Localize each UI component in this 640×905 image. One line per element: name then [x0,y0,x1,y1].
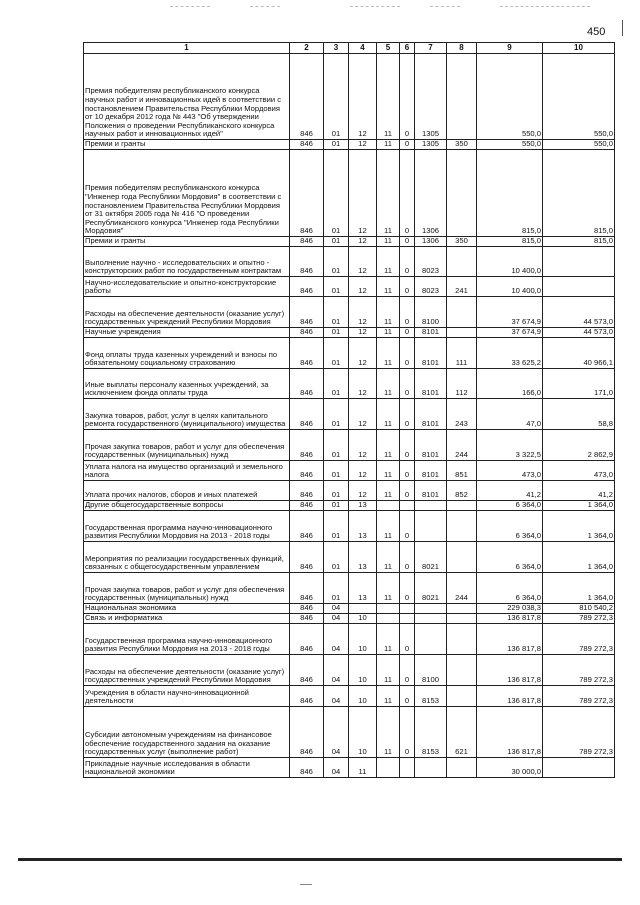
amount-year-2 [543,758,615,778]
section-code: 01 [324,511,349,542]
subprogram-code: 0 [400,150,415,237]
expense-type-code: 244 [447,573,477,604]
target-article-code: 8101 [415,369,447,399]
subprogram-code: 0 [400,686,415,707]
target-article-code [415,511,447,542]
table-row [84,237,615,247]
subprogram-code: 0 [400,237,415,247]
amount-year-2: 1 364,0 [543,501,615,511]
subsection-code: 13 [349,542,377,573]
target-article-code [415,604,447,614]
expense-type-code [447,328,477,338]
table-row [84,542,615,573]
amount-year-1: 136 817,8 [477,614,543,624]
subsection-code: 11 [349,758,377,778]
target-article-code: 8101 [415,328,447,338]
table-row [84,150,615,237]
target-article-code: 8021 [415,542,447,573]
program-code [377,604,400,614]
table-row [84,277,615,297]
column-header: 5 [377,43,400,54]
program-code: 11 [377,297,400,328]
subsection-code: 13 [349,573,377,604]
item-name: Научно-исследовательские и опытно-конструкторские работы [84,277,290,297]
subprogram-code: 0 [400,247,415,277]
section-code: 04 [324,604,349,614]
ministry-code: 846 [290,481,324,501]
target-article-code: 8153 [415,707,447,758]
expense-type-code: 243 [447,399,477,430]
subsection-code: 12 [349,369,377,399]
section-code: 01 [324,542,349,573]
section-code: 01 [324,338,349,369]
program-code: 11 [377,150,400,237]
item-name: Учреждения в области научно-инновационной деятельности [84,686,290,707]
table-row [84,707,615,758]
subsection-code: 10 [349,614,377,624]
subsection-code: 12 [349,461,377,481]
subsection-code: 10 [349,624,377,655]
ministry-code: 846 [290,54,324,140]
table-row [84,399,615,430]
amount-year-2: 41,2 [543,481,615,501]
amount-year-2: 815,0 [543,237,615,247]
table-row [84,481,615,501]
table-row [84,369,615,399]
section-code: 01 [324,481,349,501]
expense-type-code [447,542,477,573]
amount-year-1: 33 625,2 [477,338,543,369]
subprogram-code: 0 [400,542,415,573]
expense-type-code [447,511,477,542]
table-row [84,140,615,150]
expense-type-code [447,624,477,655]
target-article-code: 8100 [415,655,447,686]
target-article-code: 1305 [415,54,447,140]
target-article-code: 8023 [415,247,447,277]
table-row [84,624,615,655]
subprogram-code: 0 [400,655,415,686]
target-article-code: 8101 [415,338,447,369]
section-code: 01 [324,399,349,430]
subsection-code: 12 [349,338,377,369]
ministry-code: 846 [290,237,324,247]
target-article-code: 8100 [415,297,447,328]
subsection-code: 10 [349,655,377,686]
column-header: 6 [400,43,415,54]
program-code: 11 [377,54,400,140]
program-code: 11 [377,573,400,604]
table-row [84,501,615,511]
program-code: 11 [377,247,400,277]
program-code: 11 [377,338,400,369]
amount-year-1: 229 038,3 [477,604,543,614]
section-code: 01 [324,501,349,511]
section-code: 01 [324,247,349,277]
target-article-code: 8153 [415,686,447,707]
subsection-code: 12 [349,54,377,140]
program-code: 11 [377,277,400,297]
table-row [84,297,615,328]
expense-type-code: 350 [447,237,477,247]
amount-year-1: 550,0 [477,140,543,150]
program-code: 11 [377,511,400,542]
target-article-code: 8101 [415,481,447,501]
program-code [377,501,400,511]
subsection-code: 12 [349,247,377,277]
section-code: 01 [324,277,349,297]
program-code: 11 [377,430,400,461]
ministry-code: 846 [290,247,324,277]
section-code: 01 [324,297,349,328]
target-article-code: 1306 [415,150,447,237]
section-code: 01 [324,237,349,247]
subprogram-code: 0 [400,430,415,461]
amount-year-1: 166,0 [477,369,543,399]
budget-table [83,42,615,778]
expense-type-code [447,614,477,624]
section-code: 04 [324,707,349,758]
section-code: 01 [324,328,349,338]
expense-type-code [447,655,477,686]
expense-type-code: 852 [447,481,477,501]
amount-year-1: 10 400,0 [477,247,543,277]
ministry-code: 846 [290,542,324,573]
subprogram-code [400,501,415,511]
ministry-code: 846 [290,140,324,150]
table-row [84,338,615,369]
program-code [377,614,400,624]
amount-year-2: 44 573,0 [543,328,615,338]
amount-year-1: 136 817,8 [477,686,543,707]
amount-year-1: 136 817,8 [477,707,543,758]
subsection-code: 12 [349,399,377,430]
amount-year-1: 815,0 [477,150,543,237]
section-code: 01 [324,369,349,399]
item-name: Прочая закупка товаров, работ и услуг для обеспечения государственных (муниципальных) нужд [84,573,290,604]
ministry-code: 846 [290,614,324,624]
subprogram-code: 0 [400,369,415,399]
section-code: 01 [324,573,349,604]
amount-year-1: 30 000,0 [477,758,543,778]
ministry-code: 846 [290,501,324,511]
target-article-code: 8101 [415,430,447,461]
item-name: Уплата налога на имущество организаций и земельного налога [84,461,290,481]
item-name: Премия победителям республиканского конкурса научных работ и инновационных идей в соответствии с постановлением Правительства Республики Мордовия от 10 декабря 2012 года № 443 "Об утверждении Положения о проведении Республиканского конкурса научных работ и инновационных идей" [84,54,290,140]
subprogram-code: 0 [400,461,415,481]
section-code: 04 [324,758,349,778]
ministry-code: 846 [290,369,324,399]
program-code: 11 [377,399,400,430]
subsection-code: 10 [349,686,377,707]
ministry-code: 846 [290,297,324,328]
target-article-code: 1305 [415,140,447,150]
program-code: 11 [377,624,400,655]
table-row [84,54,615,140]
item-name: Премия победителям республиканского конкурса "Инженер года Республики Мордовия" в соответствии с постановлением Правительства Республики Мордовия от 31 октября 2005 года № 416 "О проведении Республиканского конкурса "Инженер года Республики Мордовия" [84,150,290,237]
item-name: Связь и информатика [84,614,290,624]
expense-type-code: 851 [447,461,477,481]
amount-year-2: 789 272,3 [543,614,615,624]
subsection-code: 12 [349,297,377,328]
amount-year-2: 789 272,3 [543,686,615,707]
bottom-mark [300,884,312,885]
subprogram-code [400,614,415,624]
column-header: 1 [84,43,290,54]
amount-year-2: 1 364,0 [543,542,615,573]
ministry-code: 846 [290,655,324,686]
table-row [84,247,615,277]
target-article-code: 1306 [415,237,447,247]
ministry-code: 846 [290,338,324,369]
amount-year-2 [543,277,615,297]
amount-year-1: 6 364,0 [477,573,543,604]
subprogram-code: 0 [400,707,415,758]
bottom-rule [18,858,622,861]
page-edge-mark [622,20,629,36]
item-name: Выполнение научно - исследовательских и опытно - конструкторских работ по государственным контрактам [84,247,290,277]
amount-year-1: 815,0 [477,237,543,247]
item-name: Премии и гранты [84,140,290,150]
ministry-code: 846 [290,430,324,461]
amount-year-1: 37 674,9 [477,328,543,338]
program-code: 11 [377,140,400,150]
column-header: 10 [543,43,615,54]
subprogram-code [400,604,415,614]
item-name: Закупка товаров, работ, услуг в целях капитального ремонта государственного (муниципального) имущества [84,399,290,430]
amount-year-2: 2 862,9 [543,430,615,461]
section-code: 01 [324,140,349,150]
expense-type-code: 350 [447,140,477,150]
table-row [84,328,615,338]
table-row [84,461,615,481]
expense-type-code [447,54,477,140]
program-code: 11 [377,686,400,707]
subsection-code: 12 [349,430,377,461]
subsection-code: 12 [349,328,377,338]
expense-type-code [447,297,477,328]
ministry-code: 846 [290,328,324,338]
item-name: Государственная программа научно-инновационного развития Республики Мордовия на 2013 - 2018 годы [84,511,290,542]
ministry-code: 846 [290,277,324,297]
item-name: Расходы на обеспечение деятельности (оказание услуг) государственных учреждений Республики Мордовия [84,655,290,686]
amount-year-1: 6 364,0 [477,501,543,511]
expense-type-code: 112 [447,369,477,399]
column-header: 9 [477,43,543,54]
item-name: Субсидии автономным учреждениям на финансовое обеспечение государственного задания на оказание государственных услуг (выполнение работ) [84,707,290,758]
amount-year-1: 550,0 [477,54,543,140]
amount-year-1: 47,0 [477,399,543,430]
target-article-code [415,614,447,624]
amount-year-1: 41,2 [477,481,543,501]
amount-year-2: 815,0 [543,150,615,237]
target-article-code [415,758,447,778]
amount-year-2 [543,247,615,277]
target-article-code [415,624,447,655]
target-article-code: 8021 [415,573,447,604]
program-code [377,758,400,778]
amount-year-1: 10 400,0 [477,277,543,297]
table-row [84,430,615,461]
column-header: 2 [290,43,324,54]
subsection-code: 12 [349,150,377,237]
item-name: Прикладные научные исследования в области национальной экономики [84,758,290,778]
item-name: Фонд оплаты труда казенных учреждений и взносы по обязательному социальному страхованию [84,338,290,369]
amount-year-2: 789 272,3 [543,624,615,655]
subsection-code: 10 [349,707,377,758]
subprogram-code: 0 [400,297,415,328]
expense-type-code: 244 [447,430,477,461]
section-code: 01 [324,430,349,461]
subprogram-code: 0 [400,399,415,430]
amount-year-2: 810 540,2 [543,604,615,614]
amount-year-2: 1 364,0 [543,573,615,604]
amount-year-1: 6 364,0 [477,542,543,573]
table-row [84,604,615,614]
amount-year-2: 789 272,3 [543,655,615,686]
target-article-code: 8101 [415,461,447,481]
ministry-code: 846 [290,604,324,614]
section-code: 04 [324,624,349,655]
item-name: Расходы на обеспечение деятельности (оказание услуг) государственных учреждений Республики Мордовия [84,297,290,328]
expense-type-code [447,758,477,778]
program-code: 11 [377,461,400,481]
amount-year-1: 136 817,8 [477,624,543,655]
program-code: 11 [377,328,400,338]
expense-type-code: 241 [447,277,477,297]
amount-year-2: 550,0 [543,140,615,150]
column-header: 8 [447,43,477,54]
subsection-code: 12 [349,481,377,501]
target-article-code: 8023 [415,277,447,297]
amount-year-2: 58,8 [543,399,615,430]
amount-year-1: 6 364,0 [477,511,543,542]
item-name: Иные выплаты персоналу казенных учреждений, за исключением фонда оплаты труда [84,369,290,399]
ministry-code: 846 [290,399,324,430]
item-name: Национальная экономика [84,604,290,614]
subsection-code: 12 [349,140,377,150]
subsection-code [349,604,377,614]
amount-year-2: 550,0 [543,54,615,140]
subprogram-code: 0 [400,328,415,338]
ministry-code: 846 [290,758,324,778]
section-code: 01 [324,150,349,237]
table-row [84,758,615,778]
column-header: 4 [349,43,377,54]
amount-year-2: 473,0 [543,461,615,481]
ministry-code: 846 [290,461,324,481]
section-code: 04 [324,614,349,624]
amount-year-1: 3 322,5 [477,430,543,461]
program-code: 11 [377,542,400,573]
subsection-code: 12 [349,277,377,297]
program-code: 11 [377,237,400,247]
item-name: Прочая закупка товаров, работ и услуг для обеспечения государственных (муниципальных) нужд [84,430,290,461]
expense-type-code [447,604,477,614]
table-header-row [84,43,615,54]
target-article-code: 8101 [415,399,447,430]
amount-year-1: 136 817,8 [477,655,543,686]
subsection-code: 12 [349,237,377,247]
table-row [84,614,615,624]
item-name: Мероприятия по реализации государственных функций, связанных с общегосударственным управлением [84,542,290,573]
expense-type-code [447,686,477,707]
amount-year-2: 171,0 [543,369,615,399]
amount-year-1: 37 674,9 [477,297,543,328]
column-header: 3 [324,43,349,54]
amount-year-1: 473,0 [477,461,543,481]
expense-type-code: 621 [447,707,477,758]
column-header: 7 [415,43,447,54]
program-code: 11 [377,481,400,501]
subprogram-code [400,758,415,778]
subsection-code: 13 [349,501,377,511]
table-row [84,511,615,542]
program-code: 11 [377,655,400,686]
subprogram-code: 0 [400,624,415,655]
page-number: 450 [587,26,606,38]
table-row [84,573,615,604]
section-code: 04 [324,686,349,707]
ministry-code: 846 [290,624,324,655]
section-code: 01 [324,461,349,481]
subprogram-code: 0 [400,140,415,150]
expense-type-code: 111 [447,338,477,369]
ministry-code: 846 [290,511,324,542]
subprogram-code: 0 [400,54,415,140]
subprogram-code: 0 [400,511,415,542]
item-name: Премии и гранты [84,237,290,247]
item-name: Другие общегосударственные вопросы [84,501,290,511]
item-name: Научные учреждения [84,328,290,338]
ministry-code: 846 [290,573,324,604]
ministry-code: 846 [290,707,324,758]
expense-type-code [447,150,477,237]
subprogram-code: 0 [400,277,415,297]
table-row [84,686,615,707]
item-name: Государственная программа научно-инновационного развития Республики Мордовия на 2013 - 2018 годы [84,624,290,655]
subsection-code: 13 [349,511,377,542]
program-code: 11 [377,369,400,399]
subprogram-code: 0 [400,481,415,501]
amount-year-2: 789 272,3 [543,707,615,758]
target-article-code [415,501,447,511]
subprogram-code: 0 [400,338,415,369]
table-row [84,655,615,686]
item-name: Уплата прочих налогов, сборов и иных платежей [84,481,290,501]
amount-year-2: 40 966,1 [543,338,615,369]
program-code: 11 [377,707,400,758]
ministry-code: 846 [290,150,324,237]
subprogram-code: 0 [400,573,415,604]
section-code: 04 [324,655,349,686]
expense-type-code [447,247,477,277]
amount-year-2: 44 573,0 [543,297,615,328]
expense-type-code [447,501,477,511]
amount-year-2: 1 364,0 [543,511,615,542]
ministry-code: 846 [290,686,324,707]
section-code: 01 [324,54,349,140]
